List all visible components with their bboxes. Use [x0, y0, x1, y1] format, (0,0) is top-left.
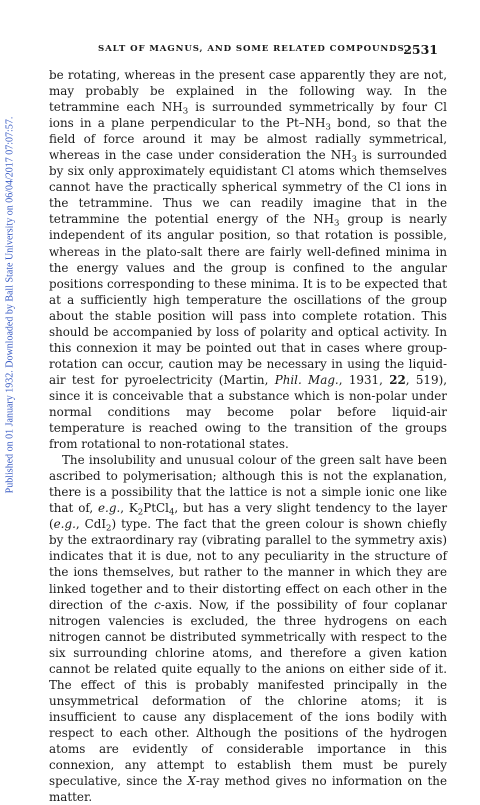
bold-text: 22	[389, 372, 406, 387]
paragraph	[49, 452, 447, 805]
text-run: ) type. The fact that the green colour is shown chiefly by the extraordinary ray (vibrating parallel to the symmetry axis) indicates that it is due, not to any peculiarity in the structure of the ions themselves, but rather to the manner in which they are linked together and to their distorting effect on each other in the direction of the	[49, 517, 447, 612]
subscript: 2	[106, 523, 112, 534]
download-watermark-text: Published on 01 January 1932. Downloaded by Ball State University on 06/04/2017 07:07:57.	[4, 116, 16, 494]
subscript: 3	[351, 154, 357, 165]
subscript: 3	[182, 106, 189, 117]
article-body	[49, 67, 447, 805]
text-run: The insolubility and unusual colour of the green salt have been ascribed to polymerisation; although this is not the explanation, there is a possibility that the lattice is not a simple ionic one like that of,	[49, 453, 447, 516]
text-run: , 1931,	[338, 372, 390, 387]
subscript: 2	[137, 507, 144, 518]
text-run: be rotating, whereas in the present case apparently they are not, may probably be explained in the following way. In the tetrammine each NH	[49, 68, 447, 115]
text-run: , K	[120, 501, 138, 516]
text-run: , but has a very slight tendency to the layer (	[49, 501, 448, 532]
subscript: 3	[334, 218, 340, 229]
italic-text: Phil. Mag.	[274, 372, 339, 387]
text-run: is surrounded symmetrically by four Cl ions in a plane perpendicular to the Pt–NH	[49, 100, 447, 131]
text-run: -axis. Now, if the possibility of four coplanar nitrogen valencies is excluded, the three hydrogens on each nitrogen cannot be distributed symmetrically with respect to the six surrounding chlorine atoms, and therefore a given kation cannot be related quite equally to the anions on either side of it. The effect of this is probably manifested principally in the unsymmetrical deformation of the chlorine atoms; it is insufficient to cause any displacement of the ions bodily with respect to each other. Although the positions of the hydrogen atoms are evidently of considerable importance in this connexion, any attempt to establish them must be purely speculative, since the	[49, 597, 447, 789]
running-head	[48, 44, 438, 60]
italic-text: e.g.	[53, 517, 76, 532]
italic-text: e.g.	[98, 501, 121, 516]
subscript: 3	[325, 122, 331, 133]
text-run: , 519), since it is conceivable that a substance which is non-polar under normal conditions may become polar before liquid-air temperature is reached owing to the transition of the groups from rotational to non-rotational states.	[49, 372, 447, 452]
page-number: 2531	[403, 42, 438, 57]
italic-text: c	[154, 597, 161, 612]
text-run: group is nearly independent of its angular position, so that rotation is possible, whereas in the plato-salt there are fairly well-defined minima in the energy values and the group is confined to the angular positions corresponding to these minima. It is to be expected that at a sufficiently high temperature the oscillations of the group about the stable position will pass into complete rotation. This should be accompanied by loss of polarity and optical activity. In this connexion it may be pointed out that in cases where group-rotation can occur, caution may be necessary in using the liquid-air test for pyroelectricity (Martin,	[49, 212, 447, 387]
text-run: bond, so that the field of force around it may be almost radially symmetrical, whereas in the case under consideration the NH	[49, 116, 447, 163]
text-run: is surrounded by six only approximately equidistant Cl atoms which themselves cannot have the practically spherical symmetry of the Cl ions in the tetrammine. Thus we can readily imagine that in the tetrammine the potential energy of the NH	[49, 148, 447, 227]
download-watermark	[0, 0, 20, 791]
text-run: , CdI	[75, 517, 107, 532]
subscript: 4	[168, 507, 175, 518]
running-head-title: SALT OF MAGNUS, AND SOME RELATED COMPOUNDS.	[98, 44, 409, 54]
paragraph	[49, 67, 447, 452]
text-run: PtCl	[143, 501, 169, 516]
text-run: -ray method gives no information on the matter.	[49, 774, 447, 805]
italic-text: X	[187, 774, 196, 789]
